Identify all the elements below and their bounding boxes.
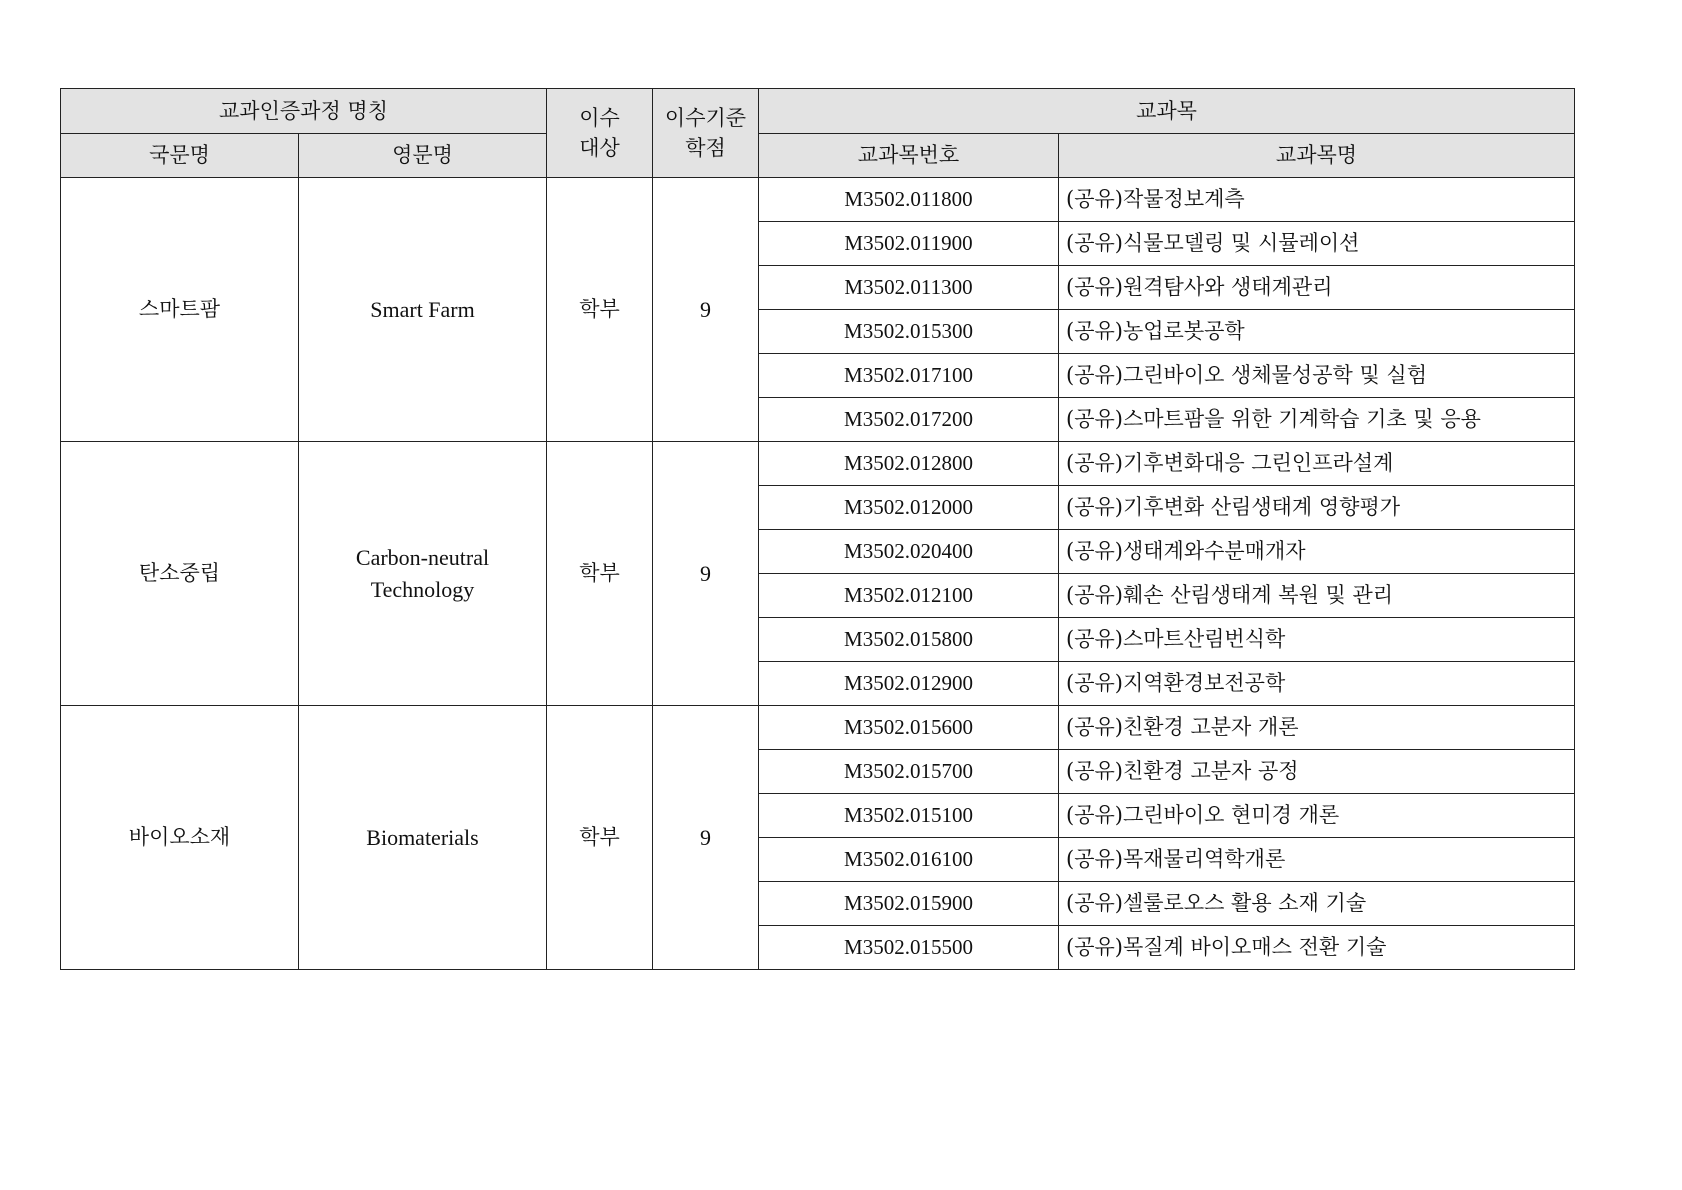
course-name: (공유)그린바이오 생체물성공학 및 실험 — [1059, 354, 1575, 398]
program-target: 학부 — [547, 178, 653, 442]
course-code: M3502.015800 — [759, 618, 1059, 662]
course-name: (공유)생태계와수분매개자 — [1059, 530, 1575, 574]
header-course-name: 교과목명 — [1059, 134, 1575, 178]
program-credits: 9 — [653, 706, 759, 970]
course-code: M3502.015900 — [759, 882, 1059, 926]
course-name: (공유)친환경 고분자 개론 — [1059, 706, 1575, 750]
program-english-name-line1: Carbon-neutral — [355, 544, 490, 570]
header-target — [547, 89, 653, 178]
header-korean-name: 국문명 — [61, 134, 299, 178]
program-target: 학부 — [547, 442, 653, 706]
course-code: M3502.011300 — [759, 266, 1059, 310]
program-korean-name: 바이오소재 — [61, 706, 299, 970]
table-header — [61, 89, 1575, 178]
course-name: (공유)그린바이오 현미경 개론 — [1059, 794, 1575, 838]
course-name: (공유)기후변화 산림생태계 영향평가 — [1059, 486, 1575, 530]
curriculum-table — [60, 88, 1575, 970]
table-row — [61, 442, 1575, 486]
table-row — [61, 178, 1575, 222]
course-name: (공유)친환경 고분자 공정 — [1059, 750, 1575, 794]
course-code: M3502.011900 — [759, 222, 1059, 266]
course-name: (공유)농업로봇공학 — [1059, 310, 1575, 354]
header-credits — [653, 89, 759, 178]
course-code: M3502.015100 — [759, 794, 1059, 838]
program-english-name — [299, 442, 547, 706]
course-name: (공유)목질계 바이오매스 전환 기술 — [1059, 926, 1575, 970]
program-target: 학부 — [547, 706, 653, 970]
program-english-name-line2: Technology — [370, 576, 475, 602]
course-name: (공유)목재물리역학개론 — [1059, 838, 1575, 882]
course-code: M3502.012900 — [759, 662, 1059, 706]
course-name: (공유)훼손 산림생태계 복원 및 관리 — [1059, 574, 1575, 618]
course-code: M3502.016100 — [759, 838, 1059, 882]
program-korean-name: 스마트팜 — [61, 178, 299, 442]
header-english-name: 영문명 — [299, 134, 547, 178]
course-code: M3502.020400 — [759, 530, 1059, 574]
program-english-name: Smart Farm — [299, 178, 547, 442]
course-code: M3502.017200 — [759, 398, 1059, 442]
course-code: M3502.015500 — [759, 926, 1059, 970]
course-name: (공유)셀룰로오스 활용 소재 기술 — [1059, 882, 1575, 926]
header-course-code: 교과목번호 — [759, 134, 1059, 178]
course-name: (공유)원격탐사와 생태계관리 — [1059, 266, 1575, 310]
header-courses: 교과목 — [759, 89, 1575, 134]
course-name: (공유)지역환경보전공학 — [1059, 662, 1575, 706]
program-credits: 9 — [653, 442, 759, 706]
course-name: (공유)스마트팜을 위한 기계학습 기초 및 응용 — [1059, 398, 1575, 442]
course-code: M3502.011800 — [759, 178, 1059, 222]
course-name: (공유)스마트산림번식학 — [1059, 618, 1575, 662]
course-code: M3502.012800 — [759, 442, 1059, 486]
program-credits: 9 — [653, 178, 759, 442]
header-credits-line2: 학점 — [685, 136, 726, 160]
header-credits-line1: 이수기준 — [664, 105, 747, 130]
table-body — [61, 178, 1575, 970]
course-code: M3502.015600 — [759, 706, 1059, 750]
course-code: M3502.015300 — [759, 310, 1059, 354]
program-english-name: Biomaterials — [299, 706, 547, 970]
course-name: (공유)기후변화대응 그린인프라설계 — [1059, 442, 1575, 486]
course-name: (공유)작물정보계측 — [1059, 178, 1575, 222]
header-program-name: 교과인증과정 명칭 — [61, 89, 547, 134]
course-code: M3502.012000 — [759, 486, 1059, 530]
course-code: M3502.017100 — [759, 354, 1059, 398]
header-target-line2: 대상 — [579, 136, 620, 160]
course-code: M3502.015700 — [759, 750, 1059, 794]
table-row — [61, 706, 1575, 750]
program-korean-name: 탄소중립 — [61, 442, 299, 706]
course-code: M3502.012100 — [759, 574, 1059, 618]
header-target-line1: 이수 — [579, 105, 620, 130]
course-name: (공유)식물모델링 및 시뮬레이션 — [1059, 222, 1575, 266]
